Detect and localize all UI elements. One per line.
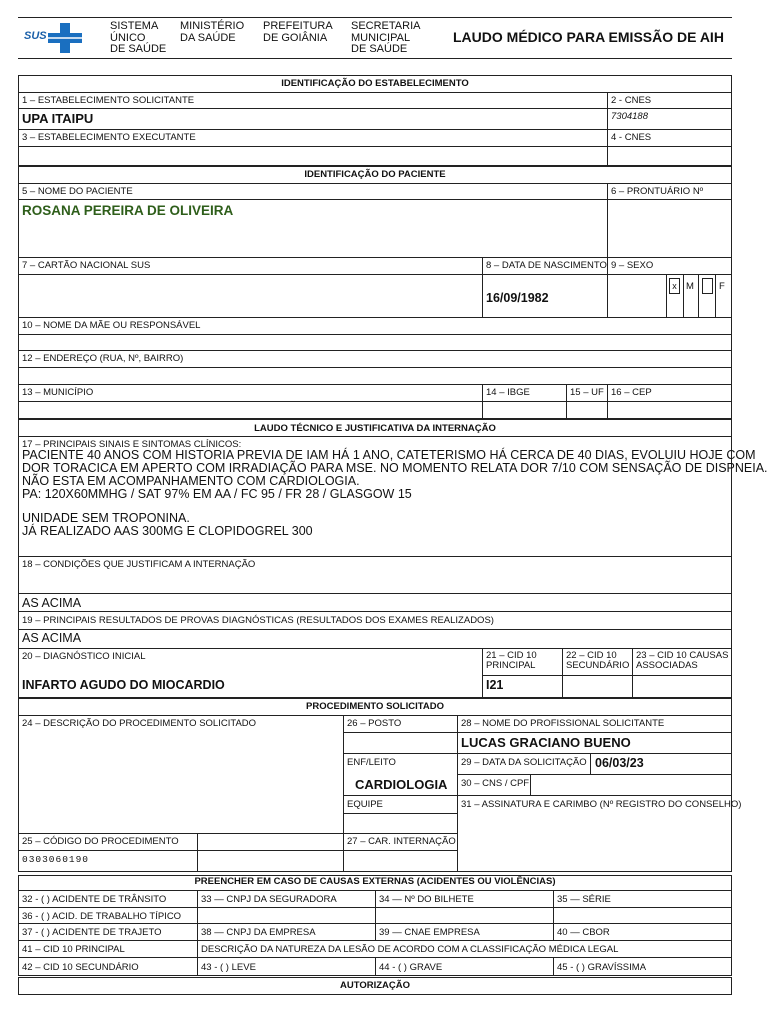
car-label: 27 – CAR. INTERNAÇÃO bbox=[347, 836, 456, 847]
cid-principal-ext-label: 41 – CID 10 PRINCIPAL bbox=[22, 944, 125, 955]
sexo-m-label: M bbox=[686, 281, 694, 292]
data-sol-label: 29 – DATA DA SOLICITAÇÃO bbox=[461, 757, 587, 768]
org-prefeitura-line: PREFEITURA bbox=[263, 20, 333, 32]
enf-label: ENF/LEITO bbox=[347, 757, 396, 768]
cnes2-label: 4 - CNES bbox=[611, 132, 652, 143]
acid-trabalho-label[interactable]: 36 - ( ) ACID. DE TRABALHO TÍPICO bbox=[22, 911, 182, 922]
gravissima-label[interactable]: 45 - ( ) GRAVÍSSIMA bbox=[557, 962, 647, 973]
rule bbox=[18, 274, 732, 275]
sinais-line: UNIDADE SEM TROPONINA. bbox=[22, 511, 190, 525]
condicoes-value[interactable]: AS ACIMA bbox=[22, 596, 82, 610]
org-sus-line: DE SAÚDE bbox=[110, 43, 167, 55]
org-secretaria-line: SECRETARIA bbox=[351, 20, 421, 32]
establishment-section-title: IDENTIFICAÇÃO DO ESTABELECIMENTO bbox=[281, 78, 469, 89]
rule bbox=[18, 334, 732, 335]
bilhete-label: 34 — Nº DO BILHETE bbox=[379, 894, 474, 905]
rule bbox=[683, 274, 684, 317]
rule bbox=[18, 92, 732, 93]
rule bbox=[343, 732, 732, 733]
nascimento-value[interactable]: 16/09/1982 bbox=[486, 291, 549, 305]
cbor-label: 40 — CBOR bbox=[557, 927, 610, 938]
condicoes-label: 18 – CONDIÇÕES QUE JUSTIFICAM A INTERNAÇÃO bbox=[22, 559, 256, 570]
acidente-transito-label[interactable]: 32 - ( ) ACIDENTE DE TRÂNSITO bbox=[22, 894, 167, 905]
profissional-value[interactable]: LUCAS GRACIANO BUENO bbox=[461, 735, 631, 750]
header-bottom-rule bbox=[18, 58, 732, 59]
rule bbox=[375, 890, 376, 940]
rule bbox=[18, 940, 732, 941]
cid-causas-label-line: ASSOCIADAS bbox=[636, 660, 698, 671]
cnes-value[interactable]: 7304188 bbox=[611, 111, 648, 122]
procedimento-section-title: PROCEDIMENTO SOLICITADO bbox=[306, 701, 444, 712]
rule bbox=[18, 199, 732, 200]
especialidade-value[interactable]: CARDIOLOGIA bbox=[355, 777, 448, 792]
org-sus-line: SISTEMA bbox=[110, 20, 159, 32]
grave-label[interactable]: 44 - ( ) GRAVE bbox=[379, 962, 443, 973]
org-sus-line: ÚNICO bbox=[110, 31, 146, 44]
rule bbox=[343, 795, 732, 796]
laudo-section-title: LAUDO TÉCNICO E JUSTIFICATIVA DA INTERNAÇÃO bbox=[254, 423, 496, 434]
rule bbox=[375, 957, 376, 976]
rule bbox=[553, 890, 554, 940]
cnpj-empresa-label: 38 — CNPJ DA EMPRESA bbox=[201, 927, 316, 938]
leve-label[interactable]: 43 - ( ) LEVE bbox=[201, 962, 256, 973]
rule bbox=[18, 715, 732, 716]
org-secretaria-line: MUNICIPAL bbox=[351, 31, 411, 44]
org-prefeitura bbox=[263, 21, 333, 44]
rule bbox=[18, 593, 732, 594]
sexo-f-label: F bbox=[719, 281, 725, 292]
executante-label: 3 – ESTABELECIMENTO EXECUTANTE bbox=[22, 132, 196, 143]
org-ministerio-line: MINISTÉRIO bbox=[180, 20, 245, 32]
sinais-label: 17 – PRINCIPAIS SINAIS E SINTOMAS CLÍNICOS: bbox=[22, 439, 242, 450]
cnpj-seguradora-label: 33 — CNPJ DA SEGURADORA bbox=[201, 894, 337, 905]
mae-label: 10 – NOME DA MÃE OU RESPONSÁVEL bbox=[22, 320, 201, 331]
sinais-line: NÃO ESTA EM ACOMPANHAMENTO COM CARDIOLOGIA. bbox=[22, 474, 360, 488]
causas-section-title: PREENCHER EM CASO DE CAUSAS EXTERNAS (ACIDENTES OU VIOLÊNCIAS) bbox=[194, 876, 556, 887]
rule bbox=[590, 753, 591, 774]
diag-label: 20 – DIAGNÓSTICO INICIAL bbox=[22, 651, 146, 662]
prontuario-label: 6 – PRONTUÁRIO Nº bbox=[611, 186, 704, 197]
cid-principal-label bbox=[486, 651, 537, 671]
form-title: LAUDO MÉDICO PARA EMISSÃO DE AIH bbox=[453, 29, 724, 45]
provas-value[interactable]: AS ACIMA bbox=[22, 631, 82, 645]
sinais-line: PACIENTE 40 ANOS COM HISTORIA PREVIA DE IAM HÁ 1 ANO, CATETERISMO HÁ CERCA DE 40 DIAS, EVOLUIU HOJE COM bbox=[22, 448, 756, 462]
rule bbox=[18, 629, 732, 630]
rule bbox=[18, 146, 732, 147]
rule bbox=[343, 715, 344, 872]
sexo-m-checkbox[interactable]: x bbox=[669, 278, 680, 294]
rule bbox=[18, 317, 732, 318]
rule bbox=[553, 957, 554, 976]
cns-label: 30 – CNS / CPF bbox=[461, 778, 530, 789]
rule bbox=[530, 774, 531, 795]
profissional-label: 28 – NOME DO PROFISSIONAL SOLICITANTE bbox=[461, 718, 665, 729]
sexo-label: 9 – SEXO bbox=[611, 260, 654, 271]
assinatura-label: 31 – ASSINATURA E CARIMBO (Nº REGISTRO DO CONSELHO) bbox=[461, 799, 742, 810]
nome-value[interactable]: ROSANA PEREIRA DE OLIVEIRA bbox=[22, 203, 234, 218]
rule bbox=[607, 183, 608, 257]
cep-label: 16 – CEP bbox=[611, 387, 652, 398]
cnes-label: 2 - CNES bbox=[611, 95, 652, 106]
provas-label: 19 – PRINCIPAIS RESULTADOS DE PROVAS DIAGNÓSTICAS (RESULTADOS DOS EXAMES REALIZADOS) bbox=[22, 615, 494, 626]
solicitante-value[interactable]: UPA ITAIPU bbox=[22, 111, 94, 126]
rule bbox=[607, 257, 608, 317]
rule bbox=[197, 833, 198, 872]
rule bbox=[482, 675, 732, 676]
rule bbox=[18, 611, 732, 612]
data-sol-value[interactable]: 06/03/23 bbox=[595, 756, 644, 770]
rule bbox=[18, 350, 732, 351]
rule bbox=[482, 648, 483, 698]
rule bbox=[632, 648, 633, 698]
sinais-line: PA: 120X60MMHG / SAT 97% EM AA / FC 95 / FR 28 / GLASGOW 15 bbox=[22, 487, 412, 501]
rule bbox=[197, 890, 198, 976]
rule bbox=[18, 833, 457, 834]
rule bbox=[457, 715, 458, 872]
rule bbox=[562, 648, 563, 698]
cid-principal-label-line: 21 – CID 10 bbox=[486, 650, 537, 661]
rule bbox=[343, 813, 457, 814]
cid-causas-label bbox=[636, 651, 728, 671]
rule bbox=[343, 753, 732, 754]
sinais-text[interactable] bbox=[22, 449, 768, 538]
patient-section-title: IDENTIFICAÇÃO DO PACIENTE bbox=[304, 169, 446, 180]
cid-secundario-label-line: 22 – CID 10 bbox=[566, 650, 617, 661]
cid-secundario-label-line: SECUNDÁRIO bbox=[566, 660, 630, 671]
sus-logo-text: SUS bbox=[24, 30, 47, 42]
ibge-label: 14 – IBGE bbox=[486, 387, 530, 398]
header-top-rule bbox=[18, 17, 732, 18]
cid-principal-value[interactable]: I21 bbox=[486, 678, 504, 692]
rule bbox=[18, 850, 457, 851]
serie-label: 35 — SÉRIE bbox=[557, 894, 611, 905]
rule bbox=[715, 274, 716, 317]
endereco-label: 12 – ENDEREÇO (RUA, Nº, BAIRRO) bbox=[22, 353, 184, 364]
rule bbox=[482, 257, 483, 317]
org-ministerio bbox=[180, 21, 244, 44]
autorizacao-section-title: AUTORIZAÇÃO bbox=[339, 980, 411, 991]
rule bbox=[18, 257, 732, 258]
org-prefeitura-line: DE GOIÂNIA bbox=[263, 31, 328, 44]
cid-secundario-label bbox=[566, 651, 629, 671]
rule bbox=[18, 129, 732, 130]
cid-causas-label-line: 23 – CID 10 CAUSAS bbox=[636, 650, 729, 661]
org-ministerio-line: DA SAÚDE bbox=[180, 31, 236, 44]
rule bbox=[18, 367, 732, 368]
codigo-label: 25 – CÓDIGO DO PROCEDIMENTO bbox=[22, 836, 179, 847]
rule bbox=[666, 274, 667, 317]
sexo-f-checkbox[interactable] bbox=[702, 278, 713, 294]
uf-label: 15 – UF bbox=[570, 387, 604, 398]
org-secretaria bbox=[351, 21, 420, 56]
org-sus bbox=[110, 21, 166, 56]
rule bbox=[18, 556, 732, 557]
rule bbox=[18, 384, 732, 385]
rule bbox=[18, 108, 732, 109]
rule bbox=[457, 774, 732, 775]
rule bbox=[607, 92, 608, 166]
posto-label: 26 – POSTO bbox=[347, 718, 402, 729]
acidente-trajeto-label[interactable]: 37 - ( ) ACIDENTE DE TRAJETO bbox=[22, 927, 162, 938]
rule bbox=[18, 183, 732, 184]
sinais-line: DOR TORACICA EM APERTO COM IRRADIAÇÃO PARA MSE. NO MOMENTO RELATA DOR 7/10 COM SENSAÇÃO DE DISPNEIA. bbox=[22, 461, 768, 475]
sinais-line: JÁ REALIZADO AAS 300MG E CLOPIDOGREL 300 bbox=[22, 524, 313, 538]
descricao-label: 24 – DESCRIÇÃO DO PROCEDIMENTO SOLICITADO bbox=[22, 718, 257, 729]
diag-value[interactable]: INFARTO AGUDO DO MIOCARDIO bbox=[22, 678, 225, 692]
rule bbox=[18, 436, 732, 437]
rule bbox=[18, 648, 732, 649]
sus-cross-icon bbox=[48, 23, 82, 53]
sus-logo bbox=[22, 23, 84, 53]
nome-label: 5 – NOME DO PACIENTE bbox=[22, 186, 133, 197]
cid-principal-label-line: PRINCIPAL bbox=[486, 660, 536, 671]
org-secretaria-line: DE SAÚDE bbox=[351, 43, 408, 55]
rule bbox=[698, 274, 699, 317]
cnae-label: 39 — CNAE EMPRESA bbox=[379, 927, 480, 938]
nascimento-label: 8 – DATA DE NASCIMENTO bbox=[486, 260, 607, 271]
solicitante-label: 1 – ESTABELECIMENTO SOLICITANTE bbox=[22, 95, 195, 106]
natureza-lesao-label: DESCRIÇÃO DA NATUREZA DA LESÃO DE ACORDO COM A CLASSIFICAÇÃO MÉDICA LEGAL bbox=[201, 944, 619, 955]
cartao-label: 7 – CARTÃO NACIONAL SUS bbox=[22, 260, 151, 271]
cid-secundario-ext-label: 42 – CID 10 SECUNDÁRIO bbox=[22, 962, 139, 973]
codigo-value[interactable]: 0303060190 bbox=[22, 854, 90, 865]
municipio-label: 13 – MUNICÍPIO bbox=[22, 387, 94, 398]
equipe-label: EQUIPE bbox=[347, 799, 383, 810]
rule bbox=[18, 401, 732, 402]
